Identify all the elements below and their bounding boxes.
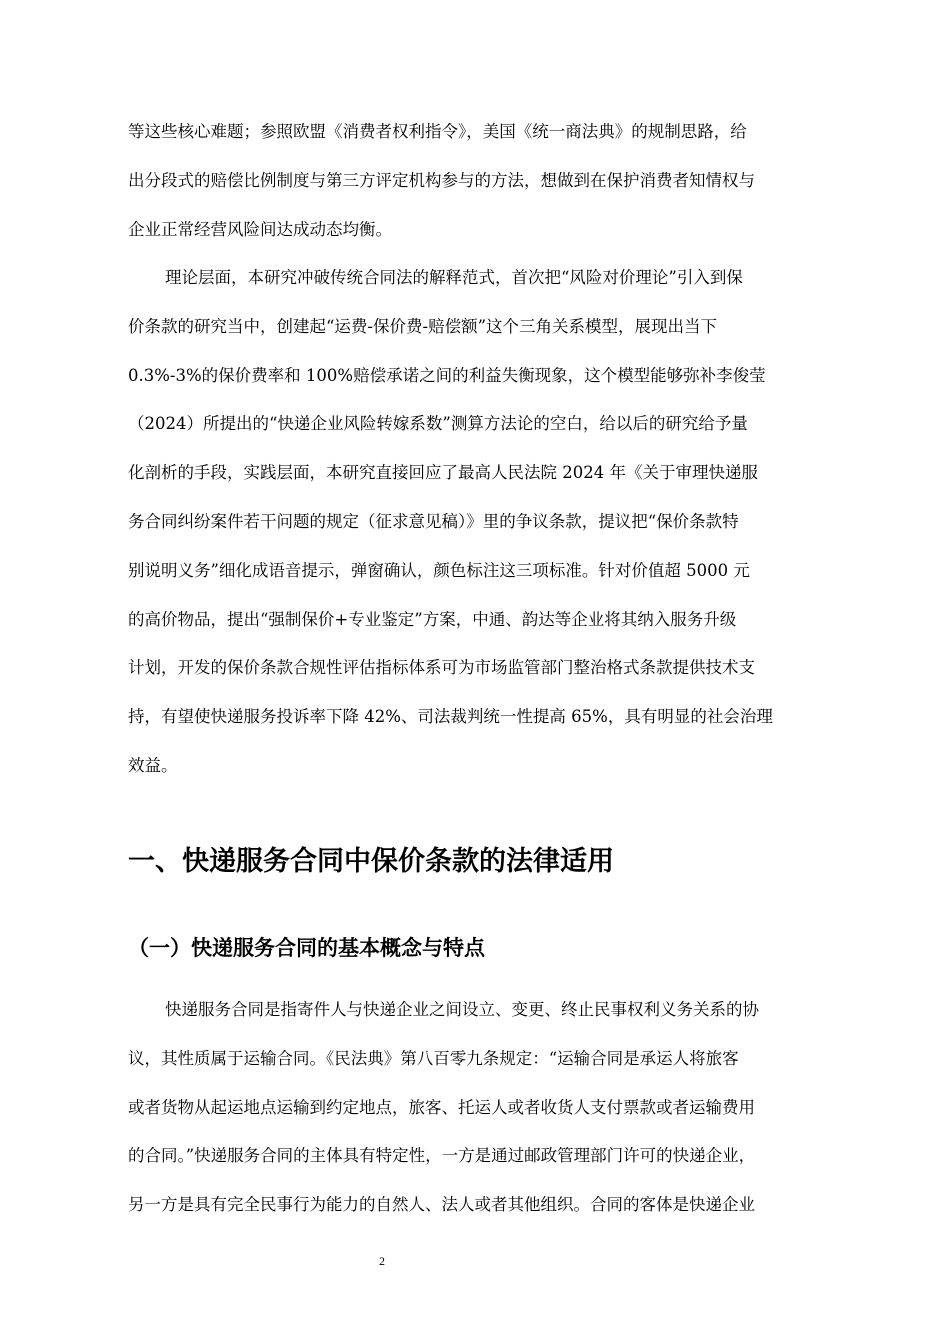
subsection-heading: （一）快递服务合同的基本概念与特点 [128,936,485,960]
paragraph-line: 化剖析的手段，实践层面，本研究直接回应了最高人民法院 2024 年《关于审理快递服 [128,463,758,483]
paragraph-2 [128,254,862,791]
paragraph-line: 的合同。”快递服务合同的主体具有特定性，一方是通过邮政管理部门许可的快递企业， [128,1146,756,1166]
paragraph-line: 另一方是具有完全民事行为能力的自然人、法人或者其他组织。合同的客体是快递企业 [128,1195,755,1215]
paragraph-line: 企业正常经营风险间达成动态均衡。 [128,219,392,239]
paragraph-line: 理论层面，本研究冲破传统合同法的解释范式，首次把“风险对价理论”引入到保 [165,268,743,287]
paragraph-line: 快递服务合同是指寄件人与快递企业之间设立、变更、终止民事权利义务关系的协 [165,1000,759,1019]
paragraph-line: 务合同纠纷案件若干问题的规定（征求意见稿）》里的争议条款，提议把“保价条款特 [128,511,739,531]
paragraph-line: 的高价物品，提出“强制保价+专业鉴定”方案，中通、韵达等企业将其纳入服务升级 [128,609,737,629]
paragraph-line: 计划，开发的保价条款合规性评估指标体系可为市场监管部门整治格式条款提供技术支 [128,658,755,678]
paragraph-line: 出分段式的赔偿比例制度与第三方评定机构参与的方法，想做到在保护消费者知情权与 [128,170,755,190]
paragraph-line: 0.3%-3%的保价费率和 100%赔偿承诺之间的利益失衡现象，这个模型能够弥补李俊莹 [128,365,766,385]
page-number: 2 [379,1254,385,1268]
paragraph-line: 别说明义务”细化成语音提示，弹窗确认，颜色标注这三项标准。针对价值超 5000 元 [128,560,750,580]
paragraph-3 [128,986,862,1230]
paragraph-line: 价条款的研究当中，创建起“运费-保价费-赔偿额”这个三角关系模型，展现出当下 [128,316,718,336]
paragraph-1 [128,108,862,254]
paragraph-line: 持，有望使快递服务投诉率下降 42%、司法裁判统一性提高 65%，具有明显的社会治理 [128,707,773,727]
paragraph-line: 效益。 [128,755,178,775]
paragraph-line: 等这些核心难题；参照欧盟《消费者权利指令》，美国《统一商法典》的规制思路，给 [128,122,747,141]
paragraph-line: 或者货物从起运地点运输到约定地点，旅客、托运人或者收货人支付票款或者运输费用 [128,1097,755,1117]
paragraph-line: （2024）所提出的“快递企业风险转嫁系数”测算方法论的空白，给以后的研究给予量 [128,414,748,434]
paragraph-line: 议，其性质属于运输合同。《民法典》第八百零九条规定：“运输合同是承运人将旅客 [128,1048,739,1068]
section-heading: 一、快递服务合同中保价条款的法律适用 [128,846,614,877]
